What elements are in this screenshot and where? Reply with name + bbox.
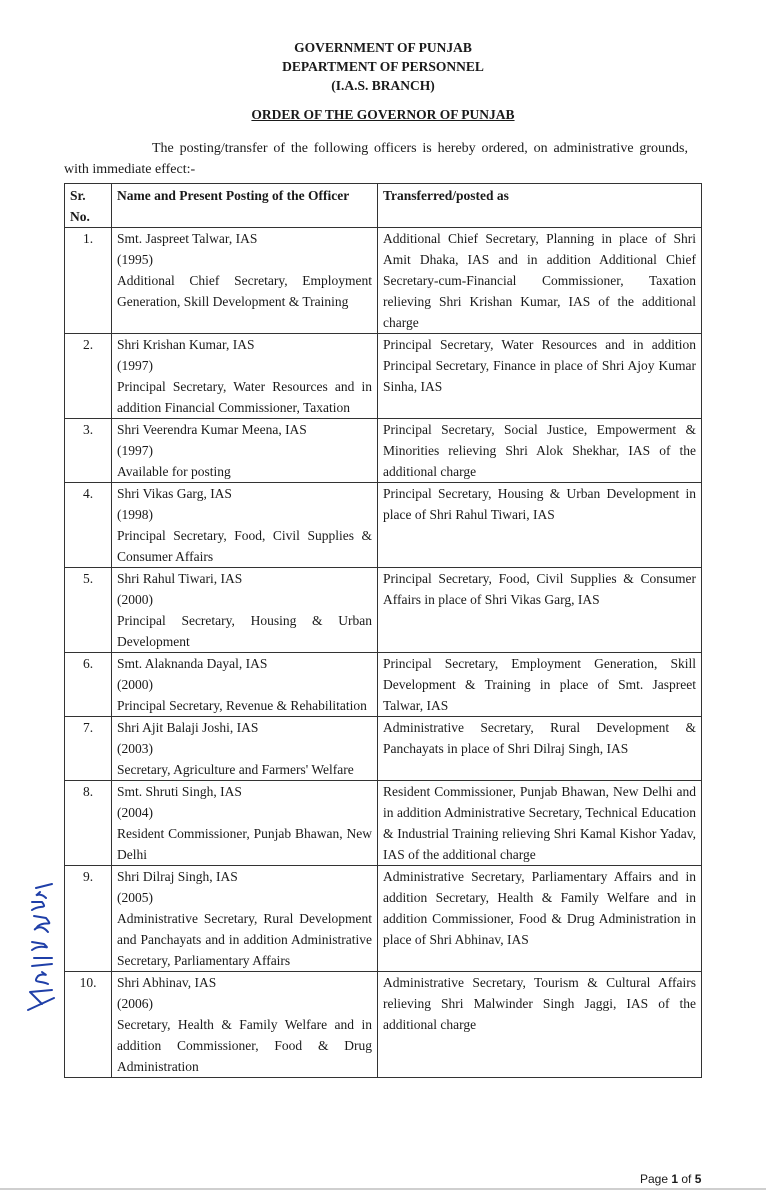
officer-batch: (1997) — [117, 358, 153, 373]
officer-batch: (2003) — [117, 741, 153, 756]
officer-name: Shri Abhinav, IAS — [117, 975, 217, 990]
sr-no: 4. — [65, 483, 112, 568]
officer-name: Shri Dilraj Singh, IAS — [117, 869, 238, 884]
officer-batch: (1998) — [117, 507, 153, 522]
transferred-as: Administrative Secretary, Parliamentary Affairs and in addition Secretary, Health & Family Welfare and in addition Commissioner, Food & Drug Administration in place of Shri Abhinav, IAS — [378, 866, 702, 972]
sr-no: 8. — [65, 781, 112, 866]
header-transferred: Transferred/posted as — [378, 184, 702, 228]
present-posting: Available for posting — [117, 464, 231, 479]
table-header-row — [65, 184, 702, 228]
sr-no: 5. — [65, 568, 112, 653]
present-posting: Principal Secretary, Housing & Urban Development — [117, 613, 372, 649]
present-posting: Resident Commissioner, Punjab Bhawan, New Delhi — [117, 826, 372, 862]
table-row — [65, 334, 702, 419]
table-row — [65, 568, 702, 653]
officer-batch: (2000) — [117, 592, 153, 607]
sr-no: 9. — [65, 866, 112, 972]
sr-no: 3. — [65, 419, 112, 483]
present-posting: Administrative Secretary, Rural Development and Panchayats and in addition Administrative Secretary, Parliamentary Affairs — [117, 911, 372, 968]
officer-name: Shri Vikas Garg, IAS — [117, 486, 232, 501]
officer-cell — [112, 972, 378, 1078]
officer-batch: (2006) — [117, 996, 153, 1011]
department-heading: DEPARTMENT OF PERSONNEL — [282, 59, 484, 74]
table-row — [65, 419, 702, 483]
present-posting: Principal Secretary, Food, Civil Supplies & Consumer Affairs — [117, 528, 372, 564]
officer-name: Smt. Shruti Singh, IAS — [117, 784, 242, 799]
officer-cell — [112, 334, 378, 419]
table-row — [65, 483, 702, 568]
transferred-as: Principal Secretary, Employment Generation, Skill Development & Training in place of Smt. Jaspreet Talwar, IAS — [378, 653, 702, 717]
officer-name: Shri Ajit Balaji Joshi, IAS — [117, 720, 259, 735]
table-row — [65, 866, 702, 972]
government-heading: GOVERNMENT OF PUNJAB — [294, 40, 472, 55]
signature — [18, 880, 64, 1020]
transfer-table — [64, 183, 702, 1078]
officer-cell — [112, 866, 378, 972]
table-row — [65, 781, 702, 866]
officer-batch: (1995) — [117, 252, 153, 267]
total-pages: 5 — [694, 1172, 702, 1186]
officer-cell — [112, 781, 378, 866]
officer-cell — [112, 419, 378, 483]
transferred-as: Principal Secretary, Food, Civil Supplies & Consumer Affairs in place of Shri Vikas Garg, IAS — [378, 568, 702, 653]
table-row — [65, 228, 702, 334]
header-officer: Name and Present Posting of the Officer — [112, 184, 378, 228]
sr-no: 7. — [65, 717, 112, 781]
officer-cell — [112, 483, 378, 568]
intro-paragraph — [64, 138, 688, 180]
order-title: ORDER OF THE GOVERNOR OF PUNJAB — [251, 107, 515, 122]
present-posting: Principal Secretary, Revenue & Rehabilitation — [117, 698, 367, 713]
officer-cell — [112, 568, 378, 653]
officer-name: Shri Krishan Kumar, IAS — [117, 337, 255, 352]
officer-cell — [112, 228, 378, 334]
present-posting: Additional Chief Secretary, Employment Generation, Skill Development & Training — [117, 273, 372, 309]
officer-batch: (2000) — [117, 677, 153, 692]
transferred-as: Resident Commissioner, Punjab Bhawan, New Delhi and in addition Administrative Secretary, Technical Education & Industrial Training relieving Shri Kamal Kishor Yadav, IAS of the additional charge — [378, 781, 702, 866]
page-number: Page 1 of 5 — [640, 1172, 702, 1186]
officer-name: Shri Rahul Tiwari, IAS — [117, 571, 243, 586]
transferred-as: Principal Secretary, Social Justice, Empowerment & Minorities relieving Shri Alok Shekhar, IAS of the additional charge — [378, 419, 702, 483]
officer-cell — [112, 717, 378, 781]
current-page: 1 — [671, 1172, 679, 1186]
page-edge-line — [0, 1188, 766, 1190]
table-row — [65, 717, 702, 781]
officer-name: Shri Veerendra Kumar Meena, IAS — [117, 422, 307, 437]
transferred-as: Administrative Secretary, Rural Development & Panchayats in place of Shri Dilraj Singh, IAS — [378, 717, 702, 781]
transferred-as: Additional Chief Secretary, Planning in place of Shri Amit Dhaka, IAS and in addition Additional Chief Secretary-cum-Financial Commissioner, Taxation relieving Shri Krishan Kumar, IAS of the additional charge — [378, 228, 702, 334]
officer-batch: (1997) — [117, 443, 153, 458]
table-row — [65, 653, 702, 717]
sr-no: 1. — [65, 228, 112, 334]
officer-name: Smt. Jaspreet Talwar, IAS — [117, 231, 258, 246]
officer-cell — [112, 653, 378, 717]
table-row — [65, 972, 702, 1078]
present-posting: Principal Secretary, Water Resources and in addition Financial Commissioner, Taxation — [117, 379, 372, 415]
intro-text: The posting/transfer of the following officers is hereby ordered, on administrative grounds, with immediate effect:- — [64, 141, 688, 177]
sr-no: 2. — [65, 334, 112, 419]
branch-heading: (I.A.S. BRANCH) — [331, 78, 435, 93]
transferred-as: Principal Secretary, Housing & Urban Development in place of Shri Rahul Tiwari, IAS — [378, 483, 702, 568]
header-sr-no: Sr. No. — [65, 184, 112, 228]
transferred-as: Principal Secretary, Water Resources and in addition Principal Secretary, Finance in place of Shri Ajoy Kumar Sinha, IAS — [378, 334, 702, 419]
officer-batch: (2004) — [117, 805, 153, 820]
sr-no: 10. — [65, 972, 112, 1078]
officer-batch: (2005) — [117, 890, 153, 905]
present-posting: Secretary, Health & Family Welfare and in addition Commissioner, Food & Drug Administration — [117, 1017, 372, 1074]
transferred-as: Administrative Secretary, Tourism & Cultural Affairs relieving Shri Malwinder Singh Jaggi, IAS of the additional charge — [378, 972, 702, 1078]
sr-no: 6. — [65, 653, 112, 717]
present-posting: Secretary, Agriculture and Farmers' Welfare — [117, 762, 354, 777]
officer-name: Smt. Alaknanda Dayal, IAS — [117, 656, 268, 671]
